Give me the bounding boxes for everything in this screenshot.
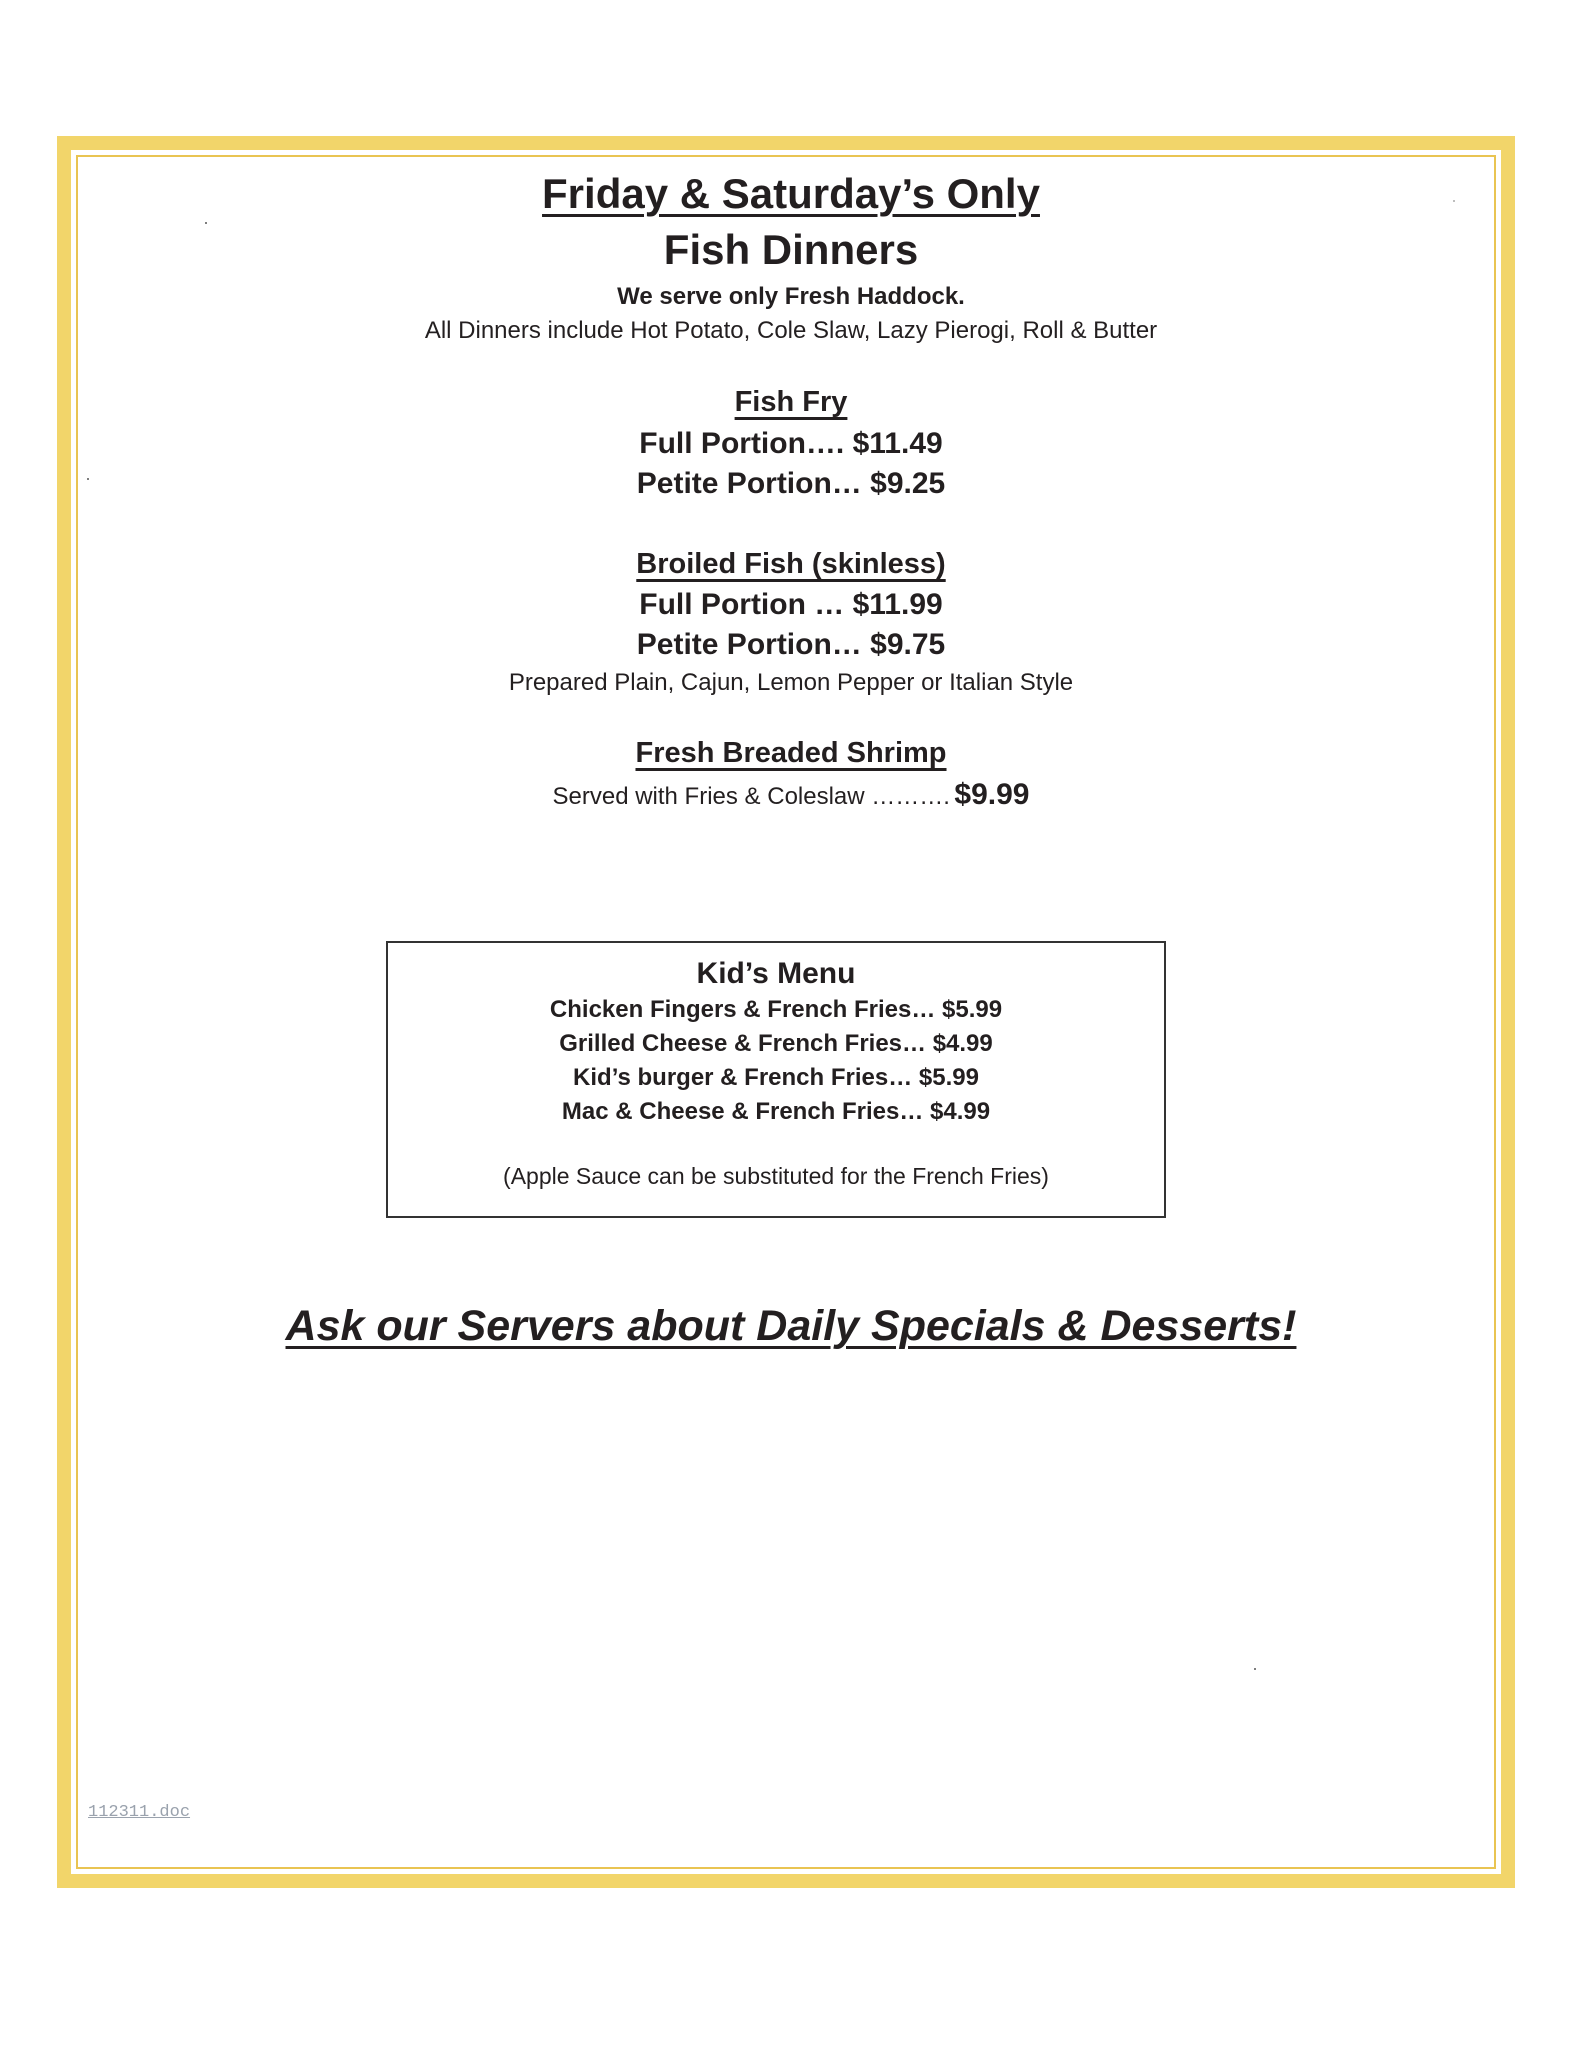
shrimp-line bbox=[0, 778, 1582, 812]
kids-menu-item: Chicken Fingers & French Fries… $5.99 bbox=[549, 996, 1003, 1023]
fresh-haddock-note: We serve only Fresh Haddock. bbox=[617, 283, 965, 310]
scan-speck bbox=[1453, 200, 1455, 202]
fish-fry-heading: Fish Fry bbox=[734, 386, 848, 418]
document-reference: 112311.doc bbox=[88, 1803, 191, 1822]
scan-speck bbox=[205, 222, 207, 224]
broiled-full-price: Full Portion … $11.99 bbox=[639, 588, 943, 621]
kids-menu-title: Kid’s Menu bbox=[696, 957, 856, 990]
shrimp-price: $9.99 bbox=[954, 778, 1030, 811]
shrimp-description: Served with Fries & Coleslaw ………. bbox=[552, 783, 950, 810]
broiled-fish-heading: Broiled Fish (skinless) bbox=[636, 548, 946, 580]
dinners-include-note: All Dinners include Hot Potato, Cole Slaw, Lazy Pierogi, Roll & Butter bbox=[424, 317, 1158, 344]
kids-menu-item: Kid’s burger & French Fries… $5.99 bbox=[573, 1064, 979, 1091]
broiled-petite-price: Petite Portion… $9.75 bbox=[636, 628, 946, 661]
kids-menu-item: Grilled Cheese & French Fries… $4.99 bbox=[559, 1030, 993, 1057]
menu-subtitle: Fish Dinners bbox=[663, 226, 919, 273]
kids-menu-note: (Apple Sauce can be substituted for the French Fries) bbox=[503, 1163, 1049, 1189]
kids-menu-box bbox=[386, 941, 1166, 1218]
menu-title: Friday & Saturday’s Only bbox=[542, 170, 1040, 217]
shrimp-heading: Fresh Breaded Shrimp bbox=[635, 737, 947, 769]
broiled-styles-note: Prepared Plain, Cajun, Lemon Pepper or Italian Style bbox=[508, 669, 1074, 696]
fish-fry-petite-price: Petite Portion… $9.25 bbox=[636, 467, 946, 500]
kids-menu-item: Mac & Cheese & French Fries… $4.99 bbox=[561, 1098, 991, 1125]
scan-speck bbox=[87, 478, 89, 480]
daily-specials-callout: Ask our Servers about Daily Specials & Desserts! bbox=[285, 1302, 1297, 1350]
fish-fry-full-price: Full Portion…. $11.49 bbox=[639, 427, 943, 460]
scan-speck bbox=[1254, 1668, 1256, 1670]
